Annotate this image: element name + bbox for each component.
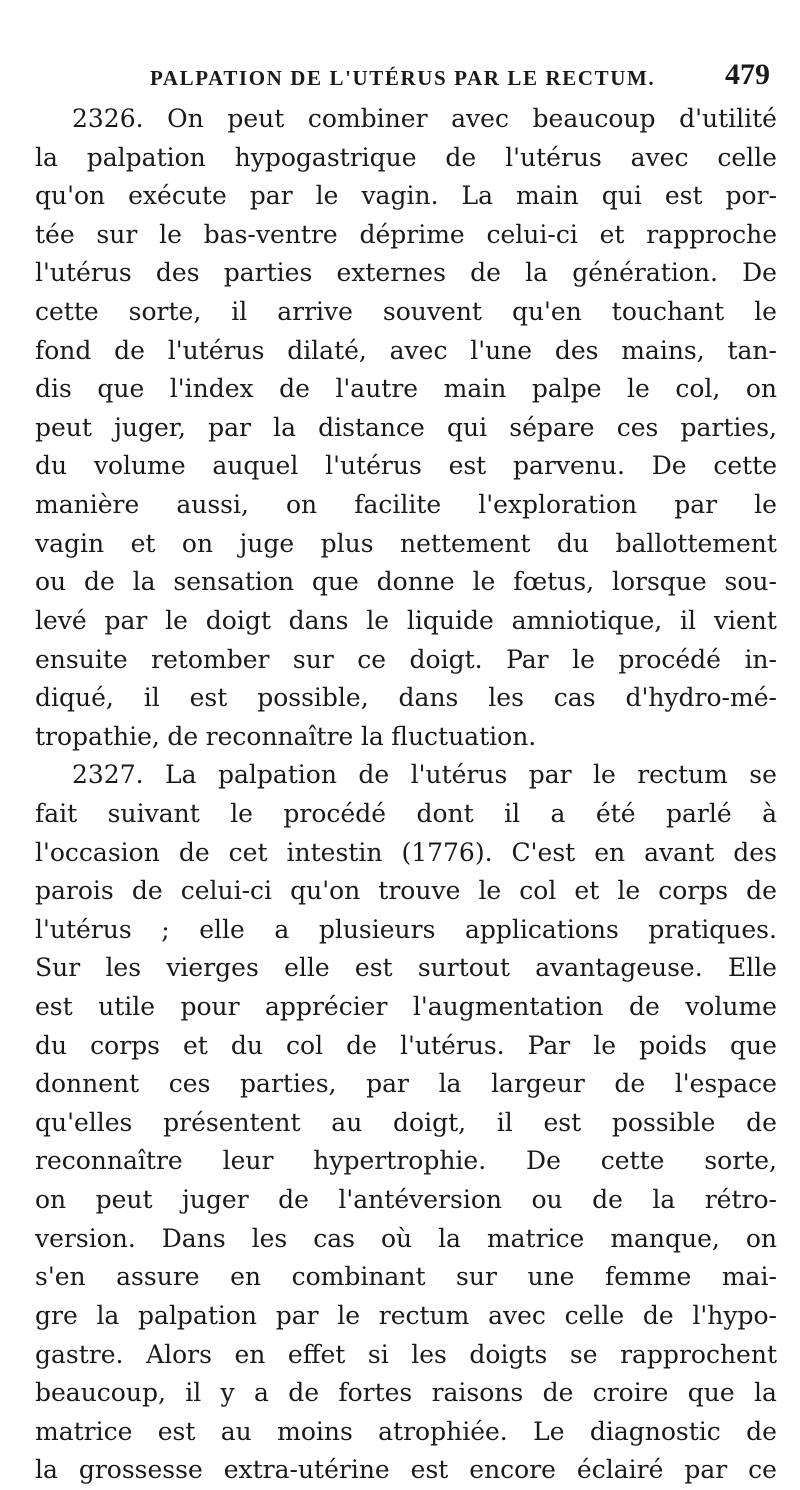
text-line: l'utérus des parties externes de la génération. De	[35, 258, 777, 288]
text-line: l'occasion de cet intestin (1776). C'est en avant des	[35, 837, 777, 867]
body-text	[35, 100, 777, 1490]
running-title: PALPATION DE L'UTÉRUS PAR LE RECTUM.	[150, 66, 656, 90]
text-line: version. Dans les cas où la matrice manque, on	[35, 1223, 777, 1253]
text-line: 2326. On peut combiner avec beaucoup d'utilité	[72, 104, 777, 133]
text-line: reconnaître leur hypertrophie. De cette sorte,	[35, 1146, 777, 1176]
text-line: diqué, il est possible, dans les cas d'hydro-mé-	[35, 683, 777, 713]
text-line: tée sur le bas-ventre déprime celui-ci et rapproche	[35, 219, 777, 249]
text-line: fond de l'utérus dilaté, avec l'une des mains, tan-	[35, 335, 777, 365]
running-head	[150, 58, 778, 102]
text-line: la grossesse extra-utérine est encore éclairé par ce	[35, 1455, 777, 1485]
text-line: levé par le doigt dans le liquide amniotique, il vient	[35, 605, 777, 635]
text-line: peut juger, par la distance qui sépare ces parties,	[35, 412, 777, 442]
page-number: 479	[725, 58, 770, 91]
text-line: gastre. Alors en effet si les doigts se rapprochent	[35, 1339, 777, 1369]
text-line: du corps et du col de l'utérus. Par le poids que	[35, 1030, 777, 1060]
text-line: qu'elles présentent au doigt, il est possible de	[35, 1107, 777, 1137]
text-line: gre la palpation par le rectum avec celle de l'hypo-	[35, 1300, 777, 1330]
text-line: vagin et on juge plus nettement du ballottement	[35, 528, 777, 558]
text-line: cette sorte, il arrive souvent qu'en touchant le	[35, 297, 777, 327]
text-line: dis que l'index de l'autre main palpe le col, on	[35, 374, 777, 404]
text-line: s'en assure en combinant sur une femme mai-	[35, 1262, 777, 1292]
text-line: 2327. La palpation de l'utérus par le rectum se	[72, 760, 777, 790]
text-line: on peut juger de l'antéversion ou de la rétro-	[35, 1185, 777, 1215]
text-line: beaucoup, il y a de fortes raisons de croire que la	[35, 1378, 777, 1408]
text-line: ensuite retomber sur ce doigt. Par le procédé in-	[35, 644, 777, 674]
text-line: fait suivant le procédé dont il a été parlé à	[35, 798, 777, 828]
text-line: parois de celui-ci qu'on trouve le col et le corps de	[35, 876, 777, 906]
text-line: est utile pour apprécier l'augmentation de volume	[35, 992, 777, 1022]
text-line: la palpation hypogastrique de l'utérus avec celle	[35, 142, 777, 172]
text-line: donnent ces parties, par la largeur de l'espace	[35, 1069, 777, 1099]
text-line: matrice est au moins atrophiée. Le diagnostic de	[35, 1416, 777, 1446]
text-line: l'utérus ; elle a plusieurs applications pratiques.	[35, 914, 777, 944]
text-line: tropathie, de reconnaître la fluctuation.	[35, 721, 537, 751]
text-line: ou de la sensation que donne le fœtus, lorsque sou-	[35, 567, 777, 597]
text-line: Sur les vierges elle est surtout avantageuse. Elle	[35, 953, 777, 983]
text-line: qu'on exécute par le vagin. La main qui est por-	[35, 181, 777, 211]
text-line: manière aussi, on facilite l'exploration par le	[35, 490, 777, 520]
text-line: du volume auquel l'utérus est parvenu. De cette	[35, 451, 777, 481]
